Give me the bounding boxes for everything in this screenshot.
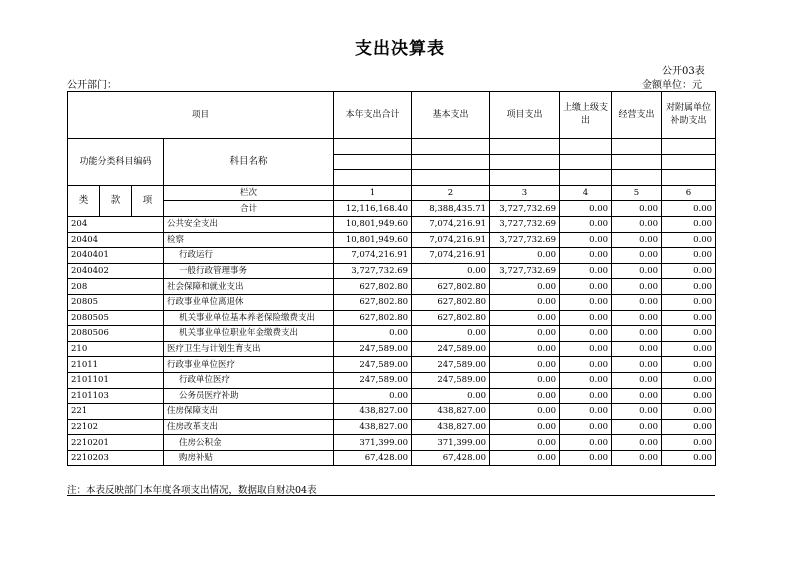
table-row [68,294,716,310]
sum-label: 合计 [164,201,334,217]
value-total: 7,074,216.91 [334,248,412,264]
value-business: 0.00 [612,248,662,264]
blank-cell [334,170,412,186]
value-basic: 371,399.00 [412,435,490,451]
sum-subsidy: 0.00 [662,201,716,217]
value-upper: 0.00 [560,326,612,342]
unit-label: 金额单位：元 [642,80,702,91]
expenditure-table [67,91,716,466]
value-subsidy: 0.00 [662,388,716,404]
subject-code: 21011 [68,357,164,373]
subject-name: 购房补贴 [164,450,334,466]
sum-upper: 0.00 [560,201,612,217]
value-basic: 7,074,216.91 [412,232,490,248]
value-basic: 627,802.80 [412,294,490,310]
subject-code: 2101101 [68,372,164,388]
value-upper: 0.00 [560,435,612,451]
header-lei: 类 [68,185,100,216]
value-total: 247,589.00 [334,357,412,373]
blank-cell [490,170,560,186]
header-project-exp: 项目支出 [490,92,560,139]
value-basic: 0.00 [412,263,490,279]
value-basic: 247,589.00 [412,357,490,373]
blank-cell [412,170,490,186]
subject-name: 住房改革支出 [164,419,334,435]
value-subsidy: 0.00 [662,310,716,326]
value-total: 0.00 [334,388,412,404]
table-row [68,248,716,264]
col-number: 2 [412,185,490,201]
subject-name: 公共安全支出 [164,216,334,232]
value-total: 627,802.80 [334,294,412,310]
value-total: 10,801,949.60 [334,216,412,232]
table-row [68,279,716,295]
value-upper: 0.00 [560,404,612,420]
table-row [68,388,716,404]
sum-total: 12,116,168.40 [334,201,412,217]
blank-cell [560,170,612,186]
sum-project: 3,727,732.69 [490,201,560,217]
value-project: 0.00 [490,248,560,264]
value-basic: 247,589.00 [412,372,490,388]
value-total: 67,428.00 [334,450,412,466]
value-basic: 627,802.80 [412,310,490,326]
blank-cell [560,154,612,170]
header-basic: 基本支出 [412,92,490,139]
blank-cell [612,154,662,170]
subject-name: 社会保障和就业支出 [164,279,334,295]
value-upper: 0.00 [560,248,612,264]
value-basic: 67,428.00 [412,450,490,466]
value-upper: 0.00 [560,232,612,248]
subject-code: 2040402 [68,263,164,279]
value-total: 438,827.00 [334,419,412,435]
blank-cell [334,139,412,155]
table-row [68,216,716,232]
value-subsidy: 0.00 [662,357,716,373]
value-business: 0.00 [612,404,662,420]
value-subsidy: 0.00 [662,372,716,388]
value-basic: 438,827.00 [412,419,490,435]
value-basic: 247,589.00 [412,341,490,357]
col-number: 3 [490,185,560,201]
value-subsidy: 0.00 [662,435,716,451]
value-upper: 0.00 [560,372,612,388]
value-business: 0.00 [612,263,662,279]
header-row-2 [68,139,716,155]
blank-cell [612,170,662,186]
header-subsidy: 对附属单位补助支出 [662,92,716,139]
value-total: 0.00 [334,326,412,342]
value-basic: 438,827.00 [412,404,490,420]
value-project: 3,727,732.69 [490,263,560,279]
value-project: 0.00 [490,388,560,404]
col-number: 6 [662,185,716,201]
subject-name: 机关事业单位职业年金缴费支出 [164,326,334,342]
value-subsidy: 0.00 [662,404,716,420]
value-project: 0.00 [490,450,560,466]
subject-code: 20805 [68,294,164,310]
value-basic: 0.00 [412,326,490,342]
value-project: 0.00 [490,419,560,435]
value-subsidy: 0.00 [662,263,716,279]
value-total: 371,399.00 [334,435,412,451]
header-total: 本年支出合计 [334,92,412,139]
value-business: 0.00 [612,450,662,466]
subject-code: 2210203 [68,450,164,466]
col-number: 4 [560,185,612,201]
value-business: 0.00 [612,419,662,435]
value-project: 0.00 [490,310,560,326]
header-project: 项目 [68,92,334,139]
subject-code: 221 [68,404,164,420]
table-row [68,326,716,342]
value-subsidy: 0.00 [662,419,716,435]
value-business: 0.00 [612,357,662,373]
value-upper: 0.00 [560,341,612,357]
value-total: 10,801,949.60 [334,232,412,248]
sum-business: 0.00 [612,201,662,217]
subject-code: 210 [68,341,164,357]
subject-name: 行政单位医疗 [164,372,334,388]
value-subsidy: 0.00 [662,294,716,310]
value-project: 0.00 [490,372,560,388]
col-number: 1 [334,185,412,201]
subject-name: 行政事业单位医疗 [164,357,334,373]
value-upper: 0.00 [560,357,612,373]
blank-cell [490,154,560,170]
subject-name: 住房公积金 [164,435,334,451]
subject-code: 2210201 [68,435,164,451]
blank-cell [490,139,560,155]
value-total: 3,727,732.69 [334,263,412,279]
value-business: 0.00 [612,310,662,326]
subject-code: 204 [68,216,164,232]
subject-name: 行政事业单位离退休 [164,294,334,310]
value-basic: 627,802.80 [412,279,490,295]
value-business: 0.00 [612,326,662,342]
table-row [68,404,716,420]
subject-name: 住房保障支出 [164,404,334,420]
subject-code: 20404 [68,232,164,248]
value-business: 0.00 [612,388,662,404]
blank-cell [662,170,716,186]
value-upper: 0.00 [560,216,612,232]
subject-name: 检察 [164,232,334,248]
value-basic: 7,074,216.91 [412,216,490,232]
value-subsidy: 0.00 [662,279,716,295]
value-total: 247,589.00 [334,341,412,357]
value-total: 438,827.00 [334,404,412,420]
value-project: 0.00 [490,404,560,420]
value-upper: 0.00 [560,450,612,466]
value-business: 0.00 [612,341,662,357]
blank-cell [412,154,490,170]
table-row [68,372,716,388]
value-business: 0.00 [612,279,662,295]
blank-cell [662,139,716,155]
header-lanci: 栏次 [164,185,334,201]
table-row [68,232,716,248]
value-total: 627,802.80 [334,279,412,295]
value-business: 0.00 [612,372,662,388]
table-row [68,263,716,279]
table-row [68,435,716,451]
header-row-1 [68,92,716,139]
value-project: 0.00 [490,435,560,451]
table-row [68,450,716,466]
dept-label: 公开部门： [67,80,117,91]
subject-code: 208 [68,279,164,295]
subject-code: 2080505 [68,310,164,326]
header-kuan: 款 [100,185,132,216]
value-subsidy: 0.00 [662,232,716,248]
value-upper: 0.00 [560,279,612,295]
blank-cell [662,154,716,170]
subject-code: 2040401 [68,248,164,264]
value-project: 0.00 [490,294,560,310]
value-business: 0.00 [612,232,662,248]
subject-name: 医疗卫生与计划生育支出 [164,341,334,357]
page-title: 支出决算表 [355,39,445,59]
sum-basic: 8,388,435.71 [412,201,490,217]
value-subsidy: 0.00 [662,341,716,357]
value-business: 0.00 [612,435,662,451]
value-upper: 0.00 [560,388,612,404]
divider [67,495,715,496]
value-project: 0.00 [490,326,560,342]
value-project: 0.00 [490,341,560,357]
col-number: 5 [612,185,662,201]
value-project: 0.00 [490,357,560,373]
header-upper: 上缴上级支出 [560,92,612,139]
sum-row [68,201,716,217]
blank-cell [412,139,490,155]
value-business: 0.00 [612,294,662,310]
value-basic: 7,074,216.91 [412,248,490,264]
value-project: 3,727,732.69 [490,216,560,232]
blank-cell [612,139,662,155]
value-upper: 0.00 [560,419,612,435]
value-upper: 0.00 [560,263,612,279]
subject-name: 机关事业单位基本养老保险缴费支出 [164,310,334,326]
header-code: 功能分类科目编码 [68,139,164,186]
blank-cell [560,139,612,155]
subject-name: 一般行政管理事务 [164,263,334,279]
value-subsidy: 0.00 [662,450,716,466]
subject-code: 2080506 [68,326,164,342]
value-business: 0.00 [612,216,662,232]
table-row [68,341,716,357]
subject-name: 公务员医疗补助 [164,388,334,404]
table-row [68,357,716,373]
header-xiang: 项 [132,185,164,216]
value-project: 0.00 [490,279,560,295]
value-basic: 0.00 [412,388,490,404]
value-total: 627,802.80 [334,310,412,326]
value-upper: 0.00 [560,294,612,310]
value-project: 3,727,732.69 [490,232,560,248]
value-subsidy: 0.00 [662,248,716,264]
value-upper: 0.00 [560,310,612,326]
table-code: 公开03表 [662,66,705,77]
table-row [68,310,716,326]
subject-code: 22102 [68,419,164,435]
footnote: 注：本表反映部门本年度各项支出情况，数据取自财决04表 [67,485,317,496]
lanci-row [68,185,716,201]
header-name: 科目名称 [164,139,334,186]
value-subsidy: 0.00 [662,216,716,232]
value-subsidy: 0.00 [662,326,716,342]
table-row [68,419,716,435]
value-total: 247,589.00 [334,372,412,388]
subject-name: 行政运行 [164,248,334,264]
blank-cell [334,154,412,170]
header-business: 经营支出 [612,92,662,139]
subject-code: 2101103 [68,388,164,404]
